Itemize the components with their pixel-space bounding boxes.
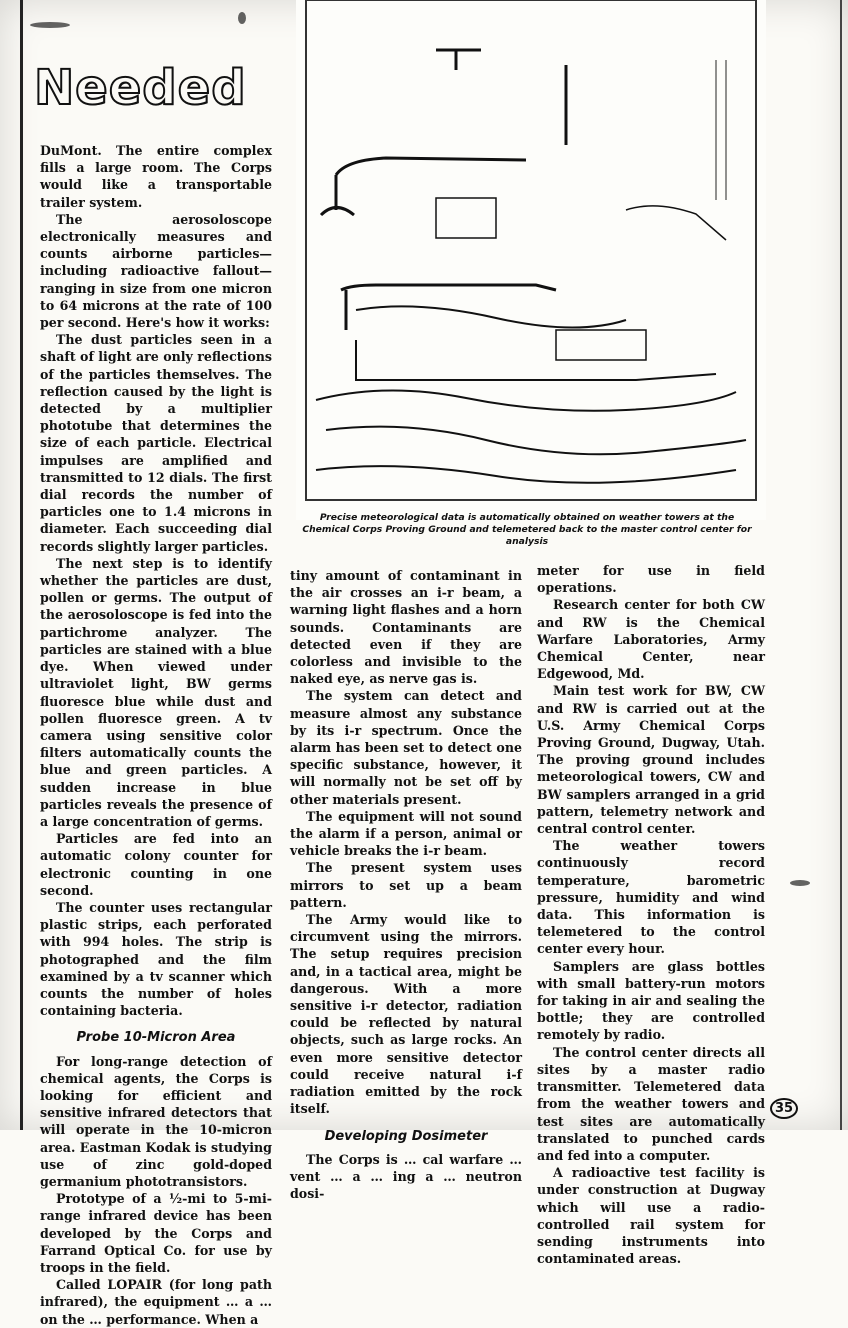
column-middle — [290, 567, 522, 1202]
ink-smudge — [790, 880, 810, 886]
subheading-probe: Probe 10-Micron Area — [76, 1030, 236, 1046]
binding-edge — [20, 0, 23, 1130]
paragraph: Research center for both CW and RW is the Chemical Warfare Laboratories, Army Chemical Center, near Edgewood, Md. — [537, 597, 765, 682]
paragraph: The next step is to identify whether the particles are dust, pollen or germs. The output of the aerosoloscope is fed into the partichrome analyzer. The particles are stained with a blue dye. When viewed under ultraviolet light, BW germs fluoresce blue while dust and pollen fluoresce green. A tv camera using sensitive color filters automatically counts the blue and green particles. A sudden increase in blue particles reveals the presence of a large concentration of germs. — [40, 555, 272, 829]
paragraph: The weather towers continuously record temperature, barometric pressure, humidity and wind data. This information is telemetered to the control center every hour. — [537, 838, 765, 957]
masthead-title: Needed — [34, 60, 247, 116]
column-right — [537, 562, 765, 1267]
paragraph: For long-range detection of chemical agents, the Corps is looking for efficient and sensitive infrared detectors that will operate in the 10-micron area. Eastman Kodak is studying use of zinc gold-doped germanium phototransistors. — [40, 1053, 272, 1189]
paragraph: tiny amount of contaminant in the air crosses an i-r beam, a warning light flashes and a horn sounds. Contaminants are detected even if they are colorless and invisible to the naked eye, as nerve gas is. — [290, 568, 522, 687]
column-left — [40, 142, 272, 1328]
paragraph: The counter uses rectangular plastic strips, each perforated with 994 holes. The strip is photographed and the film examined by a tv scanner which counts the number of holes containing bacteria. — [40, 899, 272, 1019]
paragraph: meter for use in field operations. — [537, 563, 765, 596]
paragraph: Main test work for BW, CW and RW is carried out at the U.S. Army Chemical Corps Proving Ground, Dugway, Utah. The proving ground includes meteorological towers, CW and BW samplers arranged in a grid pattern, telemetry network and central control center. — [537, 683, 765, 837]
paragraph: The equipment will not sound the alarm if a person, animal or vehicle breaks the i-r beam. — [290, 808, 522, 859]
paragraph: DuMont. The entire complex fills a large room. The Corps would like a transportable trailer system. — [40, 143, 272, 210]
paragraph: Called LOPAIR (for long path infrared), the equipment … a … on the … performance. When a — [40, 1277, 272, 1327]
page-right-edge — [840, 0, 842, 1130]
paragraph: The present system uses mirrors to set up a beam pattern. — [290, 860, 522, 910]
paragraph: Prototype of a ½-mi to 5-mi-range infrared device has been developed by the Corps and Farrand Optical Co. for use by troops in the field. — [40, 1191, 272, 1275]
paragraph: A radioactive test facility is under construction at Dugway which will use a radio-controlled rail system for sending instruments into contaminated areas. — [537, 1165, 765, 1267]
paragraph: Samplers are glass bottles with small battery-run motors for taking in air and sealing the bottle; they are controlled remotely by radio. — [537, 958, 765, 1043]
subheading-dosimeter: Developing Dosimeter — [324, 1128, 488, 1144]
paragraph: The aerosoloscope electronically measures and counts airborne particles—including radioactive fallout—ranging in size from one micron to 64 microns at the rate of 100 per second. Here's how it works: — [40, 211, 272, 331]
paragraph: The Army would like to circumvent using the mirrors. The setup requires precision and, in a tactical area, might be dangerous. With a more sensitive i-r detector, radiation could be reflected by natural objects, such as large rocks. An even more sensitive detector could receive natural i-f radiation emitted by the rock itself. — [290, 912, 522, 1117]
paragraph: The Corps is … cal warfare … vent … a … ing a … neutron dosi- — [290, 1151, 522, 1202]
ink-smudge — [30, 22, 70, 28]
photo-caption: Precise meteorological data is automatically obtained on weather towers at the Chemical Corps Proving Ground and telemetered back to the master control center for analysis — [302, 512, 752, 547]
paragraph: The control center directs all sites by a master radio transmitter. Telemetered data from the weather towers and test sites are automatically translated to punched cards and fed into a computer. — [537, 1044, 765, 1163]
weather-tower-photo — [296, 0, 766, 520]
paragraph: Particles are fed into an automatic colony counter for electronic counting in one second. — [40, 831, 272, 898]
paragraph: The dust particles seen in a shaft of light are only reflections of the particles themselves. The reflection caused by the light is detected by a multiplier phototube that determines the size of each particle. Electrical impulses are amplified and transmitted to 12 dials. The first dial records the number of particles one to 1.4 microns in diameter. Each succeeding dial records slightly larger particles. — [40, 332, 272, 554]
ink-smudge — [238, 12, 246, 24]
page-number: 35 — [770, 1098, 798, 1119]
paragraph: The system can detect and measure almost any substance by its i-r spectrum. Once the alarm has been set to detect one specific substance, however, it will normally not be set off by other materials present. — [290, 688, 522, 807]
